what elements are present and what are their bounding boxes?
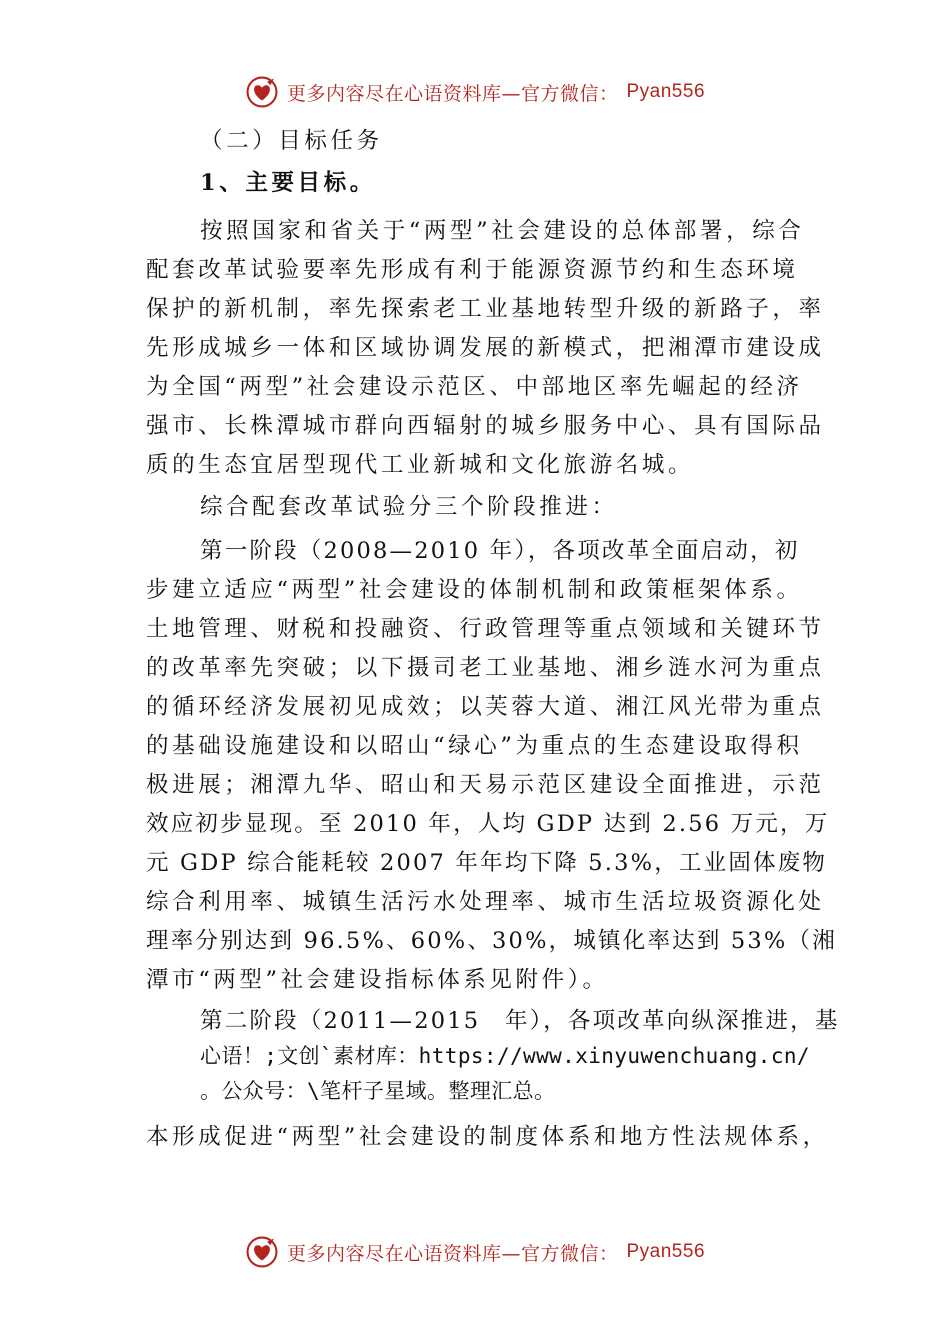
banner-wechat-id: Pyan556 <box>626 81 706 102</box>
section-heading: （二）目标任务 <box>200 128 383 154</box>
paragraph-line: 配套改革试验要率先形成有利于能源资源节约和生态环境 <box>146 257 799 283</box>
paragraph-line: 土地管理、财税和投融资、行政管理等重点领域和关键环节 <box>146 616 825 642</box>
paragraph-line: 效应初步显现。至 2010 年，人均 GDP 达到 2.56 万元，万 <box>146 811 830 837</box>
paragraph-line: 的改革率先突破；以下摄司老工业基地、湘乡涟水河为重点 <box>146 655 825 681</box>
heart-pen-logo-icon <box>245 75 279 109</box>
paragraph-line: 步建立适应“两型”社会建设的体制机制和政策框架体系。 <box>146 577 803 603</box>
paragraph-line: 第一阶段（2008—2010 年），各项改革全面启动，初 <box>200 538 800 564</box>
header-watermark-banner <box>0 72 950 112</box>
paragraph-line: 本形成促进“两型”社会建设的制度体系和地方性法规体系， <box>146 1124 829 1150</box>
paragraph-line: 综合利用率、城镇生活污水处理率、城市生活垃圾资源化处 <box>146 889 825 915</box>
paragraph-line: 保护的新机制，率先探索老工业基地转型升级的新路子，率 <box>146 296 825 322</box>
paragraph-line: 强市、长株潭城市群向西辐射的城乡服务中心、具有国际品 <box>146 413 825 439</box>
banner-text: 更多内容尽在心语资料库—官方微信： <box>286 82 619 105</box>
watermark-inline-text: 。公众号：\笔杆子星域。整理汇总。 <box>200 1079 556 1103</box>
paragraph-line: 极进展；湘潭九华、昭山和天易示范区建设全面推进，示范 <box>146 772 825 798</box>
paragraph-line: 的循环经济发展初见成效；以芙蓉大道、湘江风光带为重点 <box>146 694 825 720</box>
subheading-main-goals: 1、主要目标。 <box>200 170 376 196</box>
banner-wechat-id: Pyan556 <box>626 1241 706 1262</box>
paragraph-line: 综合配套改革试验分三个阶段推进： <box>200 494 618 520</box>
paragraph-line: 按照国家和省关于“两型”社会建设的总体部署，综合 <box>200 218 805 244</box>
paragraph-line: 先形成城乡一体和区域协调发展的新模式，把湘潭市建设成 <box>146 335 825 361</box>
banner-text: 更多内容尽在心语资料库—官方微信： <box>286 1242 619 1265</box>
paragraph-line: 质的生态宜居型现代工业新城和文化旅游名城。 <box>146 452 695 478</box>
watermark-inline-text: 心语！;文创`素材库：https://www.xinyuwenchuang.cn/ <box>200 1044 810 1068</box>
footer-watermark-banner <box>0 1232 950 1272</box>
paragraph-line: 潭市“两型”社会建设指标体系见附件）。 <box>146 967 609 993</box>
paragraph-line: 理率分别达到 96.5%、60%、30%，城镇化率达到 53%（湘 <box>146 928 837 954</box>
heart-pen-logo-icon <box>245 1235 279 1269</box>
paragraph-line: 元 GDP 综合能耗较 2007 年年均下降 5.3%，工业固体废物 <box>146 850 828 876</box>
paragraph-line: 的基础设施建设和以昭山“绿心”为重点的生态建设取得积 <box>146 733 803 759</box>
paragraph-line: 为全国“两型”社会建设示范区、中部地区率先崛起的经济 <box>146 374 803 400</box>
paragraph-line: 第二阶段（2011—2015 年），各项改革向纵深推进，基 <box>200 1008 840 1034</box>
